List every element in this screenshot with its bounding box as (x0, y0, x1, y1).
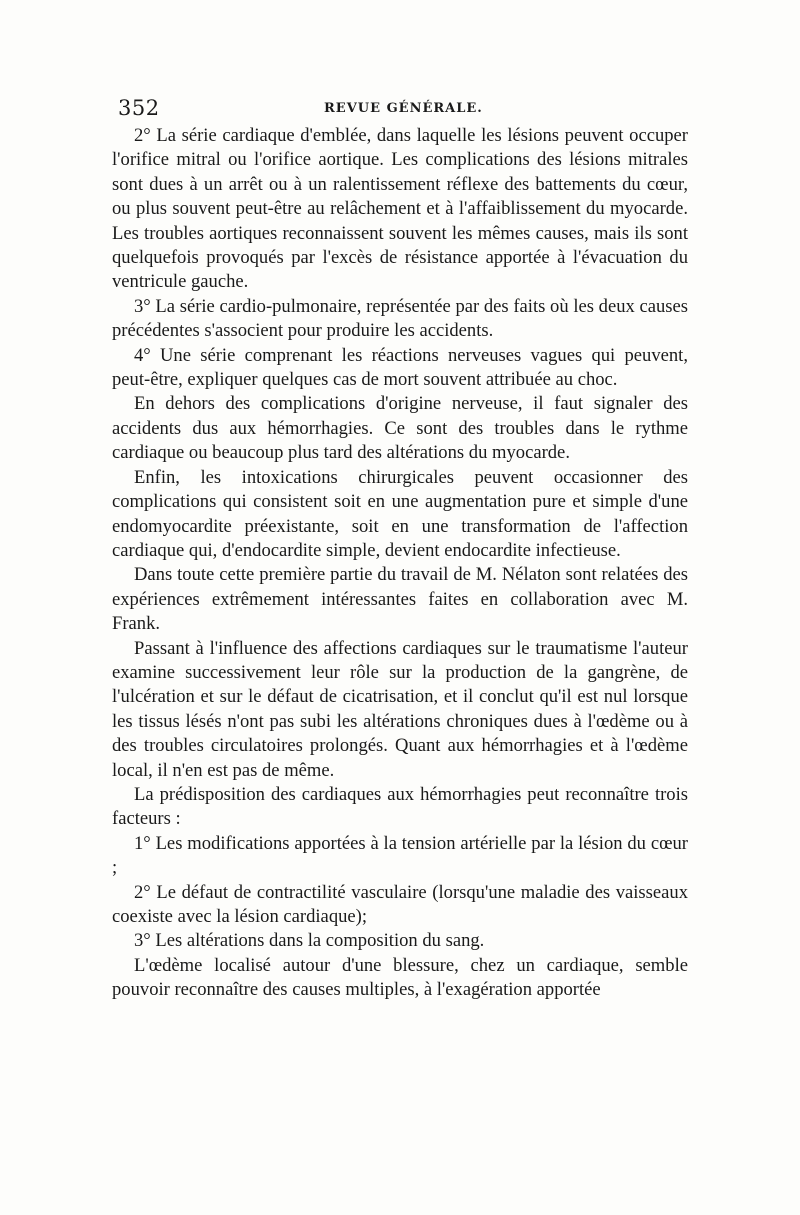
list-item-contractilite: 2° Le défaut de contractilité vasculaire (lorsqu'une maladie des vaisseaux coexiste avec la lésion cardiaque); (112, 881, 688, 927)
paragraph-serie-nerveuse: 4° Une série comprenant les réactions nerveuses vagues qui peuvent, peut-être, expliquer quelques cas de mort souvent attribuée au choc. (112, 344, 688, 391)
paragraph-experiences: Dans toute cette première partie du travail de M. Nélaton sont relatées des expériences extrêmement intéressantes faites en collaboration avec M. Frank. (112, 564, 688, 635)
paragraph-serie-cardiaque: 2° La série cardiaque d'emblée, dans laquelle les lésions peuvent occuper l'orifice mitral ou l'orifice aortique. Les complications des lésions mitrales sont dues à un arrêt ou à un ralentissement réflexe des battements du cœur, ou plus souvent peut-être au relâchement et à l'affaiblissement du myocarde. Les troubles aortiques reconnaissent souvent les mêmes causes, mais ils sont quelquefois provoqués par l'excès de résistance apportée à l'évacuation du ventricule gauche. (112, 125, 688, 293)
paragraph-oedeme: L'œdème localisé autour d'une blessure, chez un cardiaque, semble pouvoir reconnaître des causes multiples, à l'exagération apportée (112, 954, 688, 1001)
list-item-tension: 1° Les modifications apportées à la tension artérielle par la lésion du cœur ; (112, 832, 688, 879)
paragraph-serie-cardio-pulmonaire: 3° La série cardio-pulmonaire, représentée par des faits où les deux causes précédentes s'associent pour produire les accidents. (112, 295, 688, 342)
paragraph-intoxications: Enfin, les intoxications chirurgicales peuvent occasionner des complications qui consistent soit en une augmentation pure et simple d'une endomyocardite préexistante, soit en une transformation de l'affection cardiaque qui, d'endocardite simple, devient endocardite infectieuse. (112, 466, 688, 561)
body-text (112, 124, 688, 1003)
running-head (112, 96, 688, 126)
paragraph-hemorrhagies: En dehors des complications d'origine nerveuse, il faut signaler des accidents dus aux hémorrhagies. Ce sont des troubles dans le rythme cardiaque ou beaucoup plus tard des altérations du myocarde. (112, 393, 688, 464)
running-title: REVUE GÉNÉRALE. (324, 101, 483, 116)
list-item-sang: 3° Les altérations dans la composition du sang. (134, 930, 485, 952)
page-number: 352 (118, 96, 160, 120)
paragraph-traumatisme: Passant à l'influence des affections cardiaques sur le traumatisme l'auteur examine successivement leur rôle sur la production de la gangrène, de l'ulcération et sur le défaut de cicatrisation, et il conclut qu'il est nul lorsque les tissus lésés n'ont pas subi les altérations chroniques dues à l'œdème ou à des troubles circulatoires prolongés. Quant aux hémorrhagies et à l'œdème local, il n'en est pas de même. (112, 637, 688, 781)
paragraph-predisposition: La prédisposition des cardiaques aux hémorrhagies peut reconnaître trois facteurs : (112, 783, 688, 830)
